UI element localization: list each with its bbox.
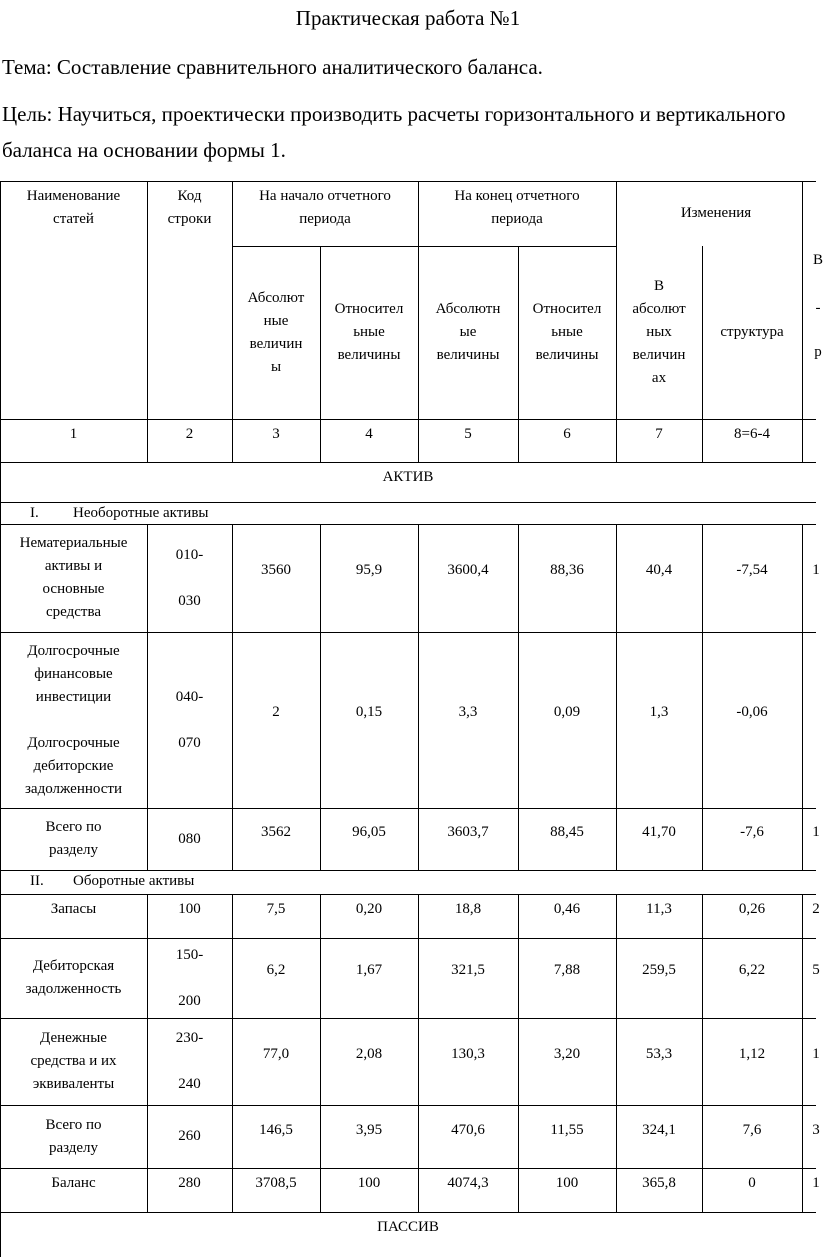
table-hline bbox=[0, 502, 816, 503]
row-name: Запасы bbox=[50, 901, 97, 917]
row-name: Дебиторская задолженность bbox=[25, 958, 122, 997]
row-name: Всего по разделу bbox=[45, 1116, 102, 1156]
row-value: 1,12 bbox=[738, 1045, 766, 1062]
table-vline bbox=[802, 246, 803, 462]
row-value-cut: 1 bbox=[812, 1045, 820, 1062]
row-value: 3600,4 bbox=[447, 561, 489, 578]
header-absolute-start: Абсолют ные величин ы bbox=[247, 289, 305, 375]
row-value: 146,5 bbox=[259, 1121, 293, 1138]
row-value: 0,15 bbox=[355, 703, 383, 720]
header-relative-end: Относител ьные величины bbox=[532, 301, 602, 363]
passiv-label: ПАССИВ bbox=[377, 1219, 439, 1235]
table-vline bbox=[0, 502, 1, 524]
row-value: 11,3 bbox=[646, 901, 672, 917]
row-value: 470,6 bbox=[451, 1121, 485, 1138]
row-value: 365,8 bbox=[642, 1175, 676, 1191]
row-value: 3,20 bbox=[553, 1045, 581, 1062]
header-relative-start: Относител ьные величины bbox=[334, 301, 404, 363]
header-cut-text: - bbox=[815, 299, 821, 316]
header-name: Наименование статей bbox=[26, 188, 121, 227]
row-value-cut: 1 bbox=[812, 823, 820, 840]
table-vline bbox=[802, 808, 803, 870]
row-code: 100 bbox=[178, 901, 201, 917]
row-code: 080 bbox=[178, 830, 201, 847]
row-value-cut: 5 bbox=[812, 961, 820, 978]
row-value: 2,08 bbox=[355, 1045, 383, 1062]
row-value: 1,67 bbox=[355, 961, 383, 978]
page-title: Практическая работа №1 bbox=[295, 6, 521, 30]
table-vline bbox=[802, 1168, 803, 1212]
row-value: 321,5 bbox=[451, 961, 485, 978]
header-absolute-end: Абсолютн ые величины bbox=[435, 301, 501, 363]
row-value: 0,20 bbox=[355, 901, 383, 917]
header-structure: структура bbox=[720, 324, 784, 340]
row-value: 18,8 bbox=[454, 901, 482, 917]
table-vline bbox=[0, 870, 1, 894]
row-value: 3,3 bbox=[458, 703, 478, 720]
section-title: Оборотные активы bbox=[73, 873, 195, 889]
column-number: 8=6-4 bbox=[734, 426, 770, 442]
header-changes: Изменения bbox=[680, 205, 752, 221]
row-value: 3,95 bbox=[355, 1121, 383, 1138]
row-value: 95,9 bbox=[355, 561, 383, 578]
row-code: 040- 070 bbox=[175, 688, 204, 751]
table-vline bbox=[802, 1105, 803, 1168]
column-number: 7 bbox=[655, 426, 663, 442]
row-value: 41,70 bbox=[642, 823, 676, 840]
row-value: 11,55 bbox=[550, 1121, 584, 1138]
row-value: 53,3 bbox=[645, 1045, 673, 1062]
table-vline bbox=[802, 632, 803, 808]
header-cut-text: В bbox=[812, 251, 823, 268]
row-value: 324,1 bbox=[642, 1121, 676, 1138]
row-value: -7,6 bbox=[740, 823, 764, 840]
row-name: Долгосрочные финансовые инвестиции Долгосрочные дебиторские задолженности bbox=[25, 642, 122, 797]
row-value-cut: 1 bbox=[812, 561, 820, 578]
row-name: Нематериальные активы и основные средства bbox=[19, 535, 128, 620]
row-name: Баланс bbox=[51, 1175, 96, 1191]
row-name: Денежные средства и их эквиваленты bbox=[30, 1030, 117, 1092]
row-code: 230- 240 bbox=[175, 1030, 204, 1092]
row-value: 88,36 bbox=[550, 561, 584, 578]
row-value: 40,4 bbox=[645, 561, 673, 578]
row-code: 150- 200 bbox=[175, 946, 204, 1009]
row-value: 3560 bbox=[261, 561, 291, 578]
row-value: 77,0 bbox=[262, 1045, 290, 1062]
table-vline bbox=[802, 938, 803, 1018]
column-number: 6 bbox=[563, 426, 571, 442]
row-value: 3708,5 bbox=[255, 1175, 297, 1191]
row-value: 1,3 bbox=[649, 703, 669, 720]
table-vline bbox=[802, 524, 803, 632]
row-value: 0 bbox=[748, 1175, 756, 1191]
row-code: 010- 030 bbox=[175, 546, 204, 609]
row-value: 0,46 bbox=[553, 901, 581, 917]
section-number: II. bbox=[30, 873, 44, 889]
row-value: 7,5 bbox=[266, 901, 286, 917]
row-value: 7,6 bbox=[742, 1121, 762, 1138]
table-vline bbox=[802, 1018, 803, 1105]
header-period-start: На начало отчетного периода bbox=[259, 188, 391, 227]
row-value: 3562 bbox=[261, 823, 291, 840]
row-value-cut: 1 bbox=[812, 1175, 820, 1191]
row-code: 280 bbox=[178, 1175, 201, 1191]
row-value: 6,2 bbox=[266, 961, 286, 978]
table-vline bbox=[802, 894, 803, 938]
column-number: 1 bbox=[69, 426, 78, 442]
row-value: 100 bbox=[555, 1175, 579, 1191]
row-name: Всего по разделу bbox=[45, 819, 102, 858]
goal-text: Цель: Научиться, проектически производить расчеты горизонтального и вертикального баланса на основании формы 1. bbox=[2, 102, 786, 162]
row-value-cut: 2 bbox=[812, 901, 820, 917]
row-value: 0,26 bbox=[738, 901, 766, 917]
header-code: Код строки bbox=[167, 188, 212, 227]
row-value: 88,45 bbox=[550, 823, 584, 840]
column-number: 5 bbox=[464, 426, 472, 442]
topic-text: Тема: Составление сравнительного аналитического баланса. bbox=[2, 55, 543, 79]
row-value: 6,22 bbox=[738, 961, 766, 978]
row-value: 0,09 bbox=[553, 703, 581, 720]
row-value: 96,05 bbox=[352, 823, 386, 840]
header-absolute-change: В абсолют ных величин ах bbox=[632, 278, 686, 386]
section-number: I. bbox=[30, 505, 39, 521]
column-number: 2 bbox=[185, 426, 194, 442]
row-value: 7,88 bbox=[553, 961, 581, 978]
row-value: -7,54 bbox=[736, 561, 768, 578]
row-code: 260 bbox=[178, 1128, 201, 1144]
table-hline bbox=[0, 870, 816, 871]
row-value: 100 bbox=[357, 1175, 381, 1191]
row-value: -0,06 bbox=[736, 703, 768, 720]
row-value: 2 bbox=[272, 703, 280, 720]
section-title: Необоротные активы bbox=[73, 505, 209, 521]
header-period-end: На конец отчетного периода bbox=[454, 188, 580, 227]
column-number: 3 bbox=[272, 426, 280, 442]
row-value-cut: 3 bbox=[812, 1121, 820, 1138]
aktiv-label: АКТИВ bbox=[382, 469, 434, 485]
header-cut-text: р bbox=[814, 343, 822, 360]
row-value: 4074,3 bbox=[447, 1175, 489, 1191]
column-number: 4 bbox=[365, 426, 373, 442]
row-value: 130,3 bbox=[451, 1045, 485, 1062]
row-value: 3603,7 bbox=[447, 823, 489, 840]
row-value: 259,5 bbox=[642, 961, 676, 978]
